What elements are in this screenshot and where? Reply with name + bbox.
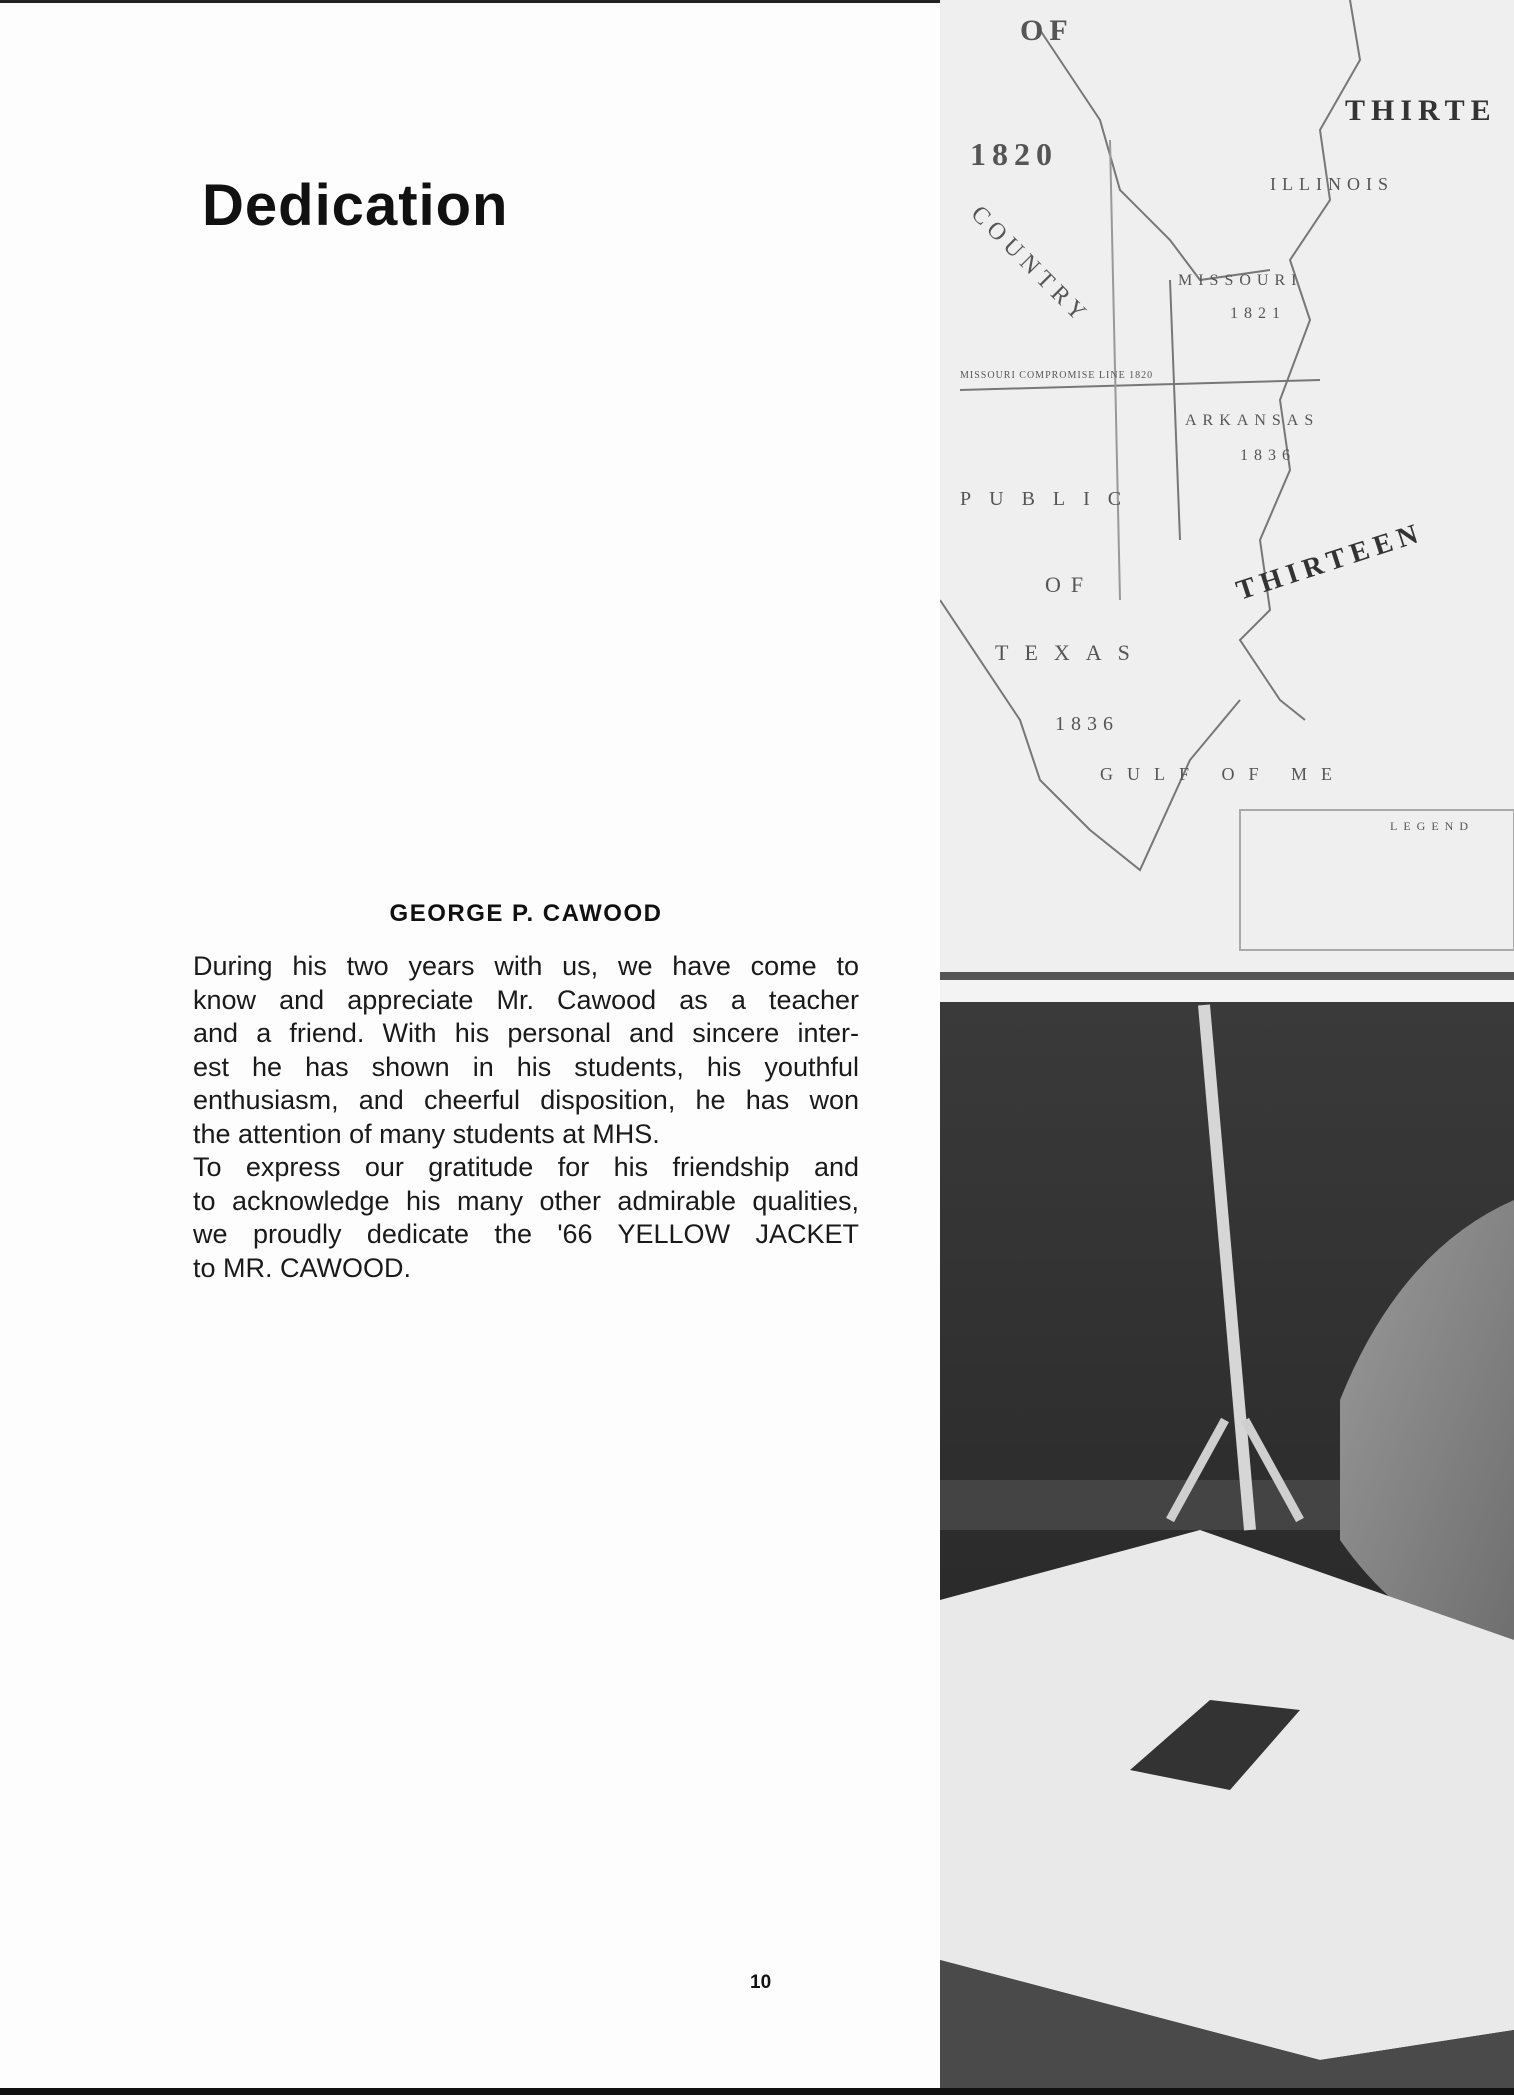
text-line: To express our gratitude for his friendship and <box>193 1152 859 1182</box>
page-number: 10 <box>750 1972 772 1993</box>
map-label: THIRTEEN <box>1232 516 1428 607</box>
text-line: know and appreciate Mr. Cawood as a teacher <box>193 984 859 1015</box>
text-line: During his two years with us, we have come to <box>193 951 859 981</box>
text-line: enthusiasm, and cheerful disposition, he has won <box>193 1085 859 1115</box>
map-label: MISSOURI <box>1178 272 1303 289</box>
text-line: to MR. CAWOOD. <box>193 1252 412 1283</box>
map-label: OF <box>1045 572 1094 597</box>
text-line: and a friend. With his personal and sincere inter- <box>193 1018 859 1048</box>
dedicatee-name: GEORGE P. CAWOOD <box>389 900 663 927</box>
text-line: est he has shown in his students, his youthful <box>193 1051 859 1082</box>
text-line: we proudly dedicate the '66 YELLOW JACKET <box>193 1219 859 1249</box>
page-title: Dedication <box>202 173 509 238</box>
bottom-border <box>0 2088 1514 2095</box>
map-label: MISSOURI COMPROMISE LINE 1820 <box>960 370 1154 381</box>
map-label: LEGEND <box>1390 819 1474 833</box>
text-line: the attention of many students at MHS. <box>193 1118 660 1149</box>
map-label: COUNTRY <box>965 200 1095 331</box>
dedication-text <box>193 950 859 1285</box>
text-line: to acknowledge his many other admirable qualities, <box>193 1185 859 1216</box>
map-label: 1836 <box>1055 713 1119 735</box>
map-label: TEXAS <box>995 640 1146 665</box>
map-label: ARKANSAS <box>1185 412 1320 429</box>
map-label: 1820 <box>970 136 1058 172</box>
map-label: OF <box>1020 14 1074 47</box>
map-label: ILLINOIS <box>1270 174 1394 194</box>
teacher-photo <box>940 0 1514 2088</box>
map-label: 1821 <box>1230 305 1286 322</box>
map-label: GULF OF ME <box>1100 764 1347 784</box>
map-label: 1836 <box>1240 447 1296 464</box>
map-label: THIRTE <box>1345 94 1497 127</box>
map-label: PUBLIC <box>960 488 1140 510</box>
